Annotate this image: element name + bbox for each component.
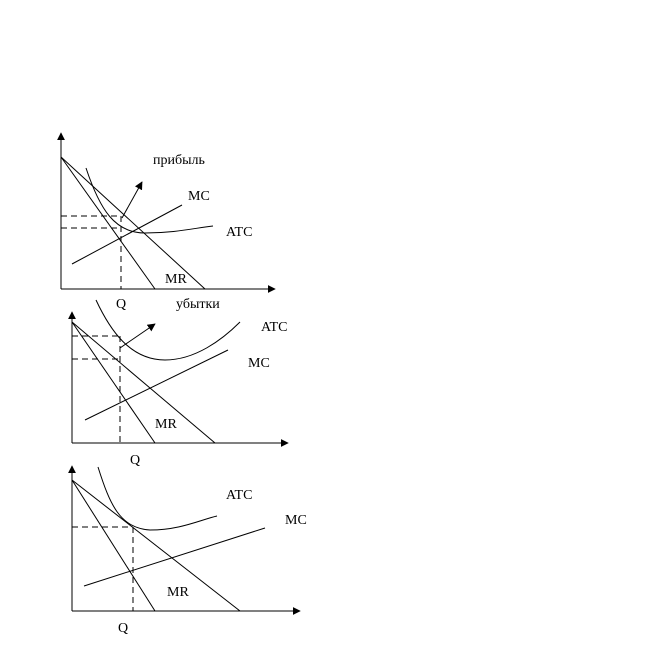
panel-loss xyxy=(72,297,288,468)
demand-curve xyxy=(72,322,215,443)
mc-label: MC xyxy=(188,189,210,204)
demand-curve xyxy=(72,480,240,611)
mr-curve xyxy=(61,157,155,289)
loss-label: убытки xyxy=(176,297,220,312)
q-label: Q xyxy=(118,621,129,636)
q-label: Q xyxy=(116,297,127,312)
panel-breakeven xyxy=(72,466,307,636)
atc-label: ATC xyxy=(261,320,288,335)
loss-arrow xyxy=(120,324,155,348)
profit-label: прибыль xyxy=(153,153,205,168)
atc-label: ATC xyxy=(226,225,253,240)
atc-label: ATC xyxy=(226,488,253,503)
mc-curve xyxy=(72,205,182,264)
mc-curve xyxy=(84,528,265,586)
q-label: Q xyxy=(130,453,141,468)
mr-curve xyxy=(72,480,155,611)
mc-label: MC xyxy=(285,513,307,528)
mr-label: MR xyxy=(167,585,189,600)
demand-curve xyxy=(61,157,205,289)
atc-curve xyxy=(98,467,217,530)
mr-label: MR xyxy=(155,417,177,432)
profit-arrow xyxy=(122,182,142,218)
mc-label: MC xyxy=(248,356,270,371)
mr-label: MR xyxy=(165,272,187,287)
mr-curve xyxy=(72,322,155,443)
panel-profit xyxy=(61,133,275,312)
mc-curve xyxy=(85,350,228,420)
